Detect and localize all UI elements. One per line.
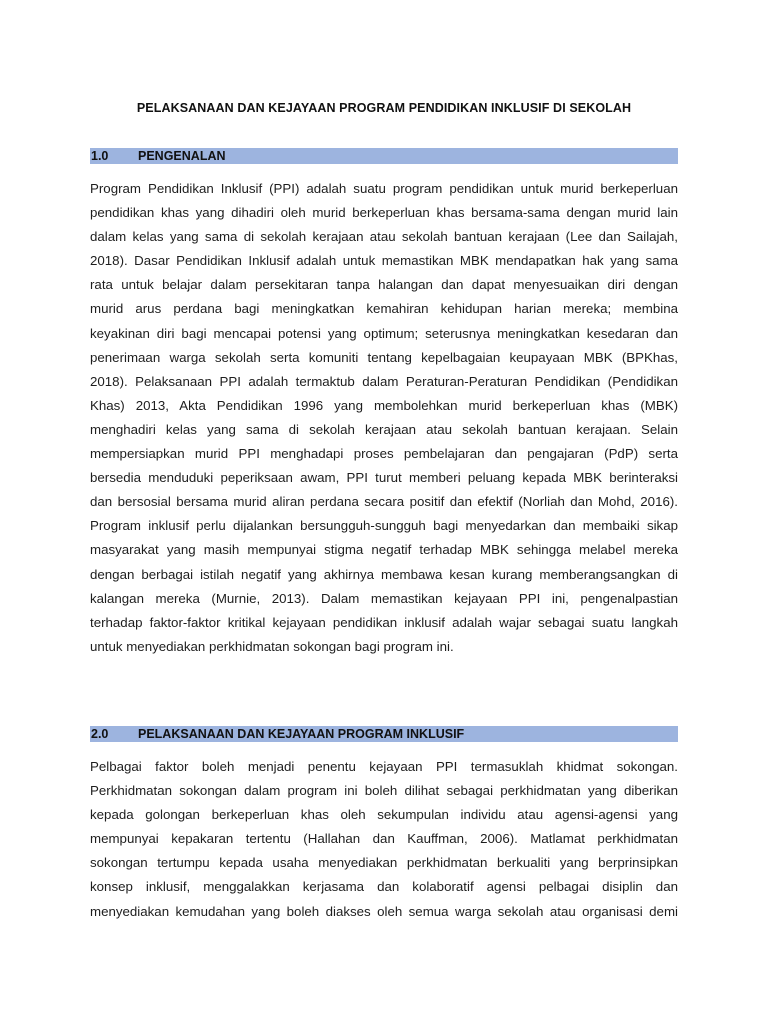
section-body-pengenalan bbox=[90, 177, 678, 659]
paragraph-line: mempersiapkan murid PPI menghadapi proses pembelajaran dan pengajaran (PdP) serta bbox=[90, 446, 678, 462]
paragraph-line: terhadap faktor-faktor kritikal kejayaan pendidikan inklusif adalah wajar sebagai suatu langkah bbox=[90, 614, 678, 630]
paragraph-line: mempunyai kepakaran tertentu (Hallahan dan Kauffman, 2006). Matlamat perkhidmatan bbox=[90, 831, 678, 847]
paragraph-line: kepada golongan berkeperluan khas oleh sekumpulan individu atau agensi-agensi yang bbox=[90, 807, 678, 823]
paragraph-line: 2018). Dasar Pendidikan Inklusif adalah untuk memastikan MBK mendapatkan hak yang sama bbox=[90, 253, 678, 269]
paragraph-line: Khas) 2013, Akta Pendidikan 1996 yang membolehkan murid berkeperluan khas (MBK) bbox=[90, 397, 678, 413]
section-body-pelaksanaan bbox=[90, 755, 678, 924]
paragraph-line: sokongan tertumpu kepada usaha menyediakan perkhidmatan berkualiti yang berprinsipkan bbox=[90, 855, 678, 871]
paragraph-line: bersedia menduduki peperiksaan awam, PPI turut memberi peluang kepada MBK berinteraksi bbox=[90, 470, 678, 486]
section-number: 1.0 bbox=[91, 149, 109, 163]
document-title: PELAKSANAAN DAN KEJAYAAN PROGRAM PENDIDIKAN INKLUSIF DI SEKOLAH bbox=[136, 101, 632, 115]
paragraph-line: untuk menyediakan perkhidmatan sokongan bagi program ini. bbox=[90, 638, 454, 654]
paragraph-line: dan bersosial bersama murid aliran perdana secara positif dan efektif (Norliah dan Mohd, 2016). bbox=[90, 494, 678, 510]
paragraph-line: konsep inklusif, menggalakkan kerjasama dan kolaboratif agensi pelbagai disiplin dan bbox=[90, 879, 678, 895]
paragraph-line: Program inklusif perlu dijalankan bersungguh-sungguh bagi menyedarkan dan membaiki sikap bbox=[90, 518, 678, 534]
section-heading-pelaksanaan bbox=[90, 726, 678, 742]
paragraph-line: Perkhidmatan sokongan dalam program ini boleh dilihat sebagai perkhidmatan yang diberikan bbox=[90, 783, 678, 799]
paragraph-line: masyarakat yang masih mempunyai stigma negatif terhadap MBK sehingga melabel mereka bbox=[90, 542, 678, 558]
paragraph-line: 2018). Pelaksanaan PPI adalah termaktub dalam Peraturan-Peraturan Pendidikan (Pendidikan bbox=[90, 373, 678, 389]
paragraph-line: Program Pendidikan Inklusif (PPI) adalah suatu program pendidikan untuk murid berkeperluan bbox=[90, 181, 678, 196]
section-title: PENGENALAN bbox=[138, 149, 226, 163]
section-title: PELAKSANAAN DAN KEJAYAAN PROGRAM INKLUSIF bbox=[138, 727, 465, 741]
section-heading-pengenalan bbox=[90, 148, 678, 164]
paragraph-line: dalam kelas yang sama di sekolah kerajaan atau sekolah bantuan kerajaan (Lee dan Sailajah, bbox=[90, 229, 678, 245]
paragraph-line: keyakinan diri bagi mencapai potensi yang optimum; seterusnya meningkatkan kesedaran dan bbox=[90, 325, 678, 341]
paragraph-line: rata untuk belajar dalam persekitaran tanpa halangan dan dapat menyesuaikan diri dengan bbox=[90, 277, 678, 293]
paragraph-line: Pelbagai faktor boleh menjadi penentu kejayaan PPI termasuklah khidmat sokongan. bbox=[90, 759, 678, 774]
paragraph-line: dengan berbagai istilah negatif yang akhirnya membawa kesan kurang memberangsangkan di bbox=[90, 566, 678, 582]
paragraph-line: kalangan mereka (Murnie, 2013). Dalam memastikan kejayaan PPI ini, pengenalpastian bbox=[90, 590, 678, 606]
paragraph-line: murid arus perdana bagi meningkatkan kemahiran kehidupan harian mereka; membina bbox=[90, 301, 678, 317]
paragraph-line: pendidikan khas yang dihadiri oleh murid berkeperluan khas bersama-sama dengan murid lain bbox=[90, 205, 678, 221]
paragraph-line: menghadiri kelas yang sama di sekolah kerajaan atau sekolah bantuan kerajaan. Selain bbox=[90, 421, 678, 437]
paragraph-line: menyediakan kemudahan yang boleh diakses oleh semua warga sekolah atau organisasi demi bbox=[90, 903, 678, 919]
section-number: 2.0 bbox=[91, 727, 109, 741]
paragraph-line: penerimaan warga sekolah serta komuniti tentang kepelbagaian keupayaan MBK (BPKhas, bbox=[90, 349, 678, 365]
